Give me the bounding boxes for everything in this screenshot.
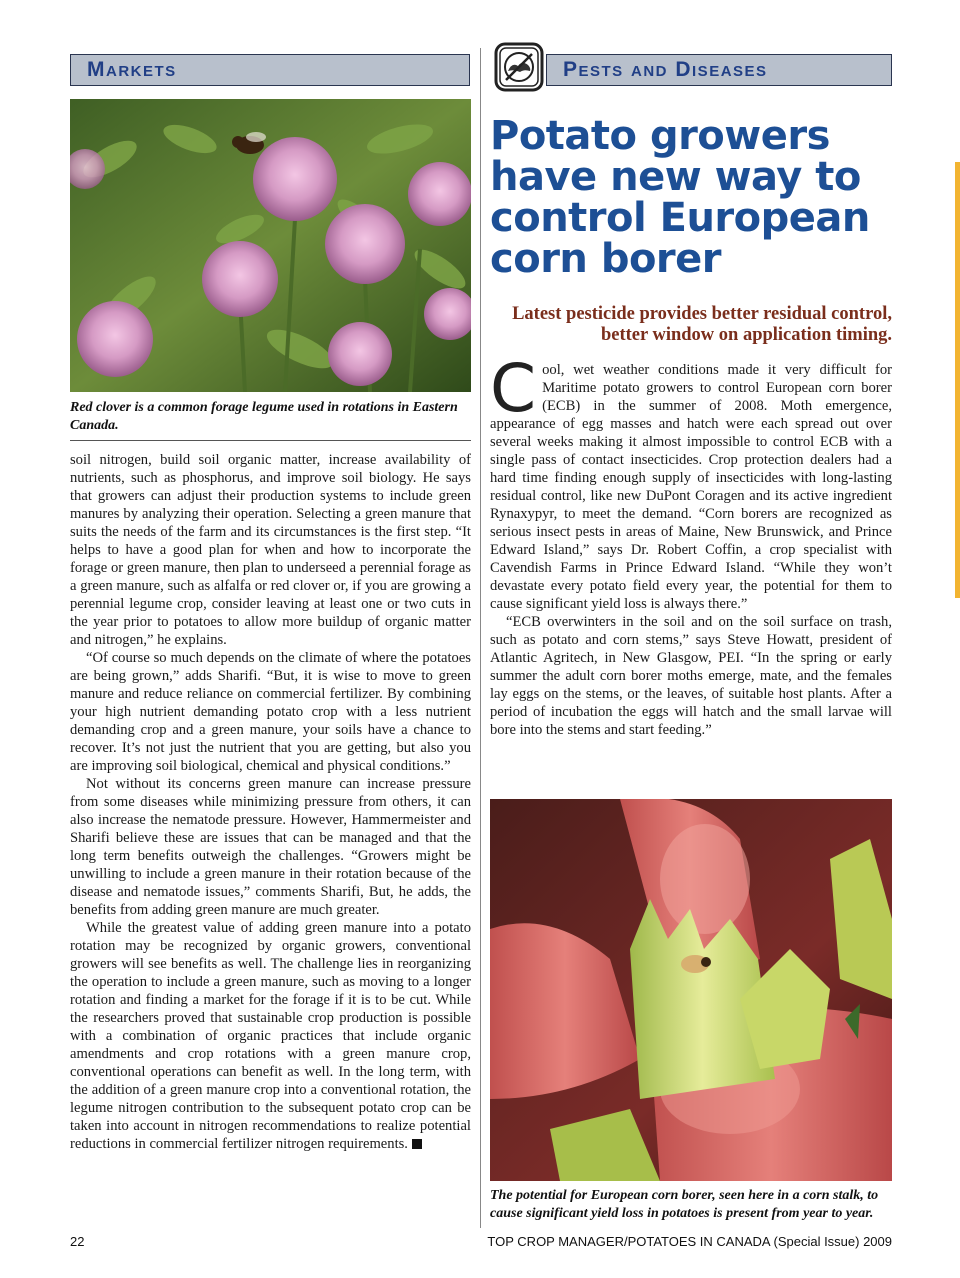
right-paragraph-1-text: ool, wet weather conditions made it very difficult for Maritime potato growers to control European corn borer (ECB) in the summer of 2008. Moth emergence, appearance of egg masses and hatch were each spread out over several weeks making it almost impossible to control ECB with a single pass of contact insecticides. Crop protection dealers had a hard time finding enough supply of insecticides with long-lasting residual control, like new DuPont Coragen and its active ingredient Rynaxypyr, to meet the demand. “Corn borers are recognized as serious insect pests in areas of Maine, New Brunswick, and Prince Edward Island,” says Dr. Robert Coffin, a crop specialist with Cavendish Farms in Prince Edward Island. “While they won’t devastate every potato field every year, the potential for them to cause significant yield loss is always there.” <box>490 362 892 612</box>
pests-section-bar <box>546 54 892 86</box>
left-article-body <box>70 451 471 1153</box>
markets-section-bar <box>70 54 470 86</box>
left-paragraph-3: Not without its concerns green manure can increase pressure from some diseases while minimizing pressure from others, it can also increase the nematode pressure. However, Hammermeister and Sharifi believe these are issues that can be managed and that the long term benefits outweigh the challenges. “Growers might be unwilling to include a green manure in their rotation because of the disease and nematode issues,” comments Sharifi, But, he adds, the benefits from adding green manure are much greater. <box>70 776 471 918</box>
column-divider <box>480 48 481 1228</box>
right-article-body <box>490 350 892 739</box>
left-paragraph-4 <box>70 919 471 1153</box>
caption-rule <box>70 440 471 441</box>
pests-section-label: Pests and Diseases <box>563 58 768 81</box>
page-number: 22 <box>70 1234 85 1249</box>
article-headline: Potato growers have new way to control European corn borer <box>490 113 870 282</box>
left-paragraph-2: “Of course so much depends on the climate of where the potatoes are being grown,” adds Sharifi. “But, it is wise to move to green manure and reduce reliance on commercial fertilizer. By combining your high nutrient demanding potato crop with a less nutrient demanding crop and a green manure, your soils have a chance to recover. It’s not just the nutrient that you are getting, but also you are improving soil biological, chemical and physical conditions.” <box>70 650 471 774</box>
publication-footer: TOP CROP MANAGER/POTATOES IN CANADA (Special Issue) 2009 <box>487 1234 892 1249</box>
corn-borer-photo <box>490 799 892 1181</box>
drop-cap: C <box>490 350 537 427</box>
article-subhead: Latest pesticide provides better residual control, better window on application timing. <box>512 304 892 345</box>
right-paragraph-2: “ECB overwinters in the soil and on the soil surface on trash, such as potato and corn stems,” says Steve Howatt, president of Atlantic Agritech, in New Glasgow, PEI. “In the spring or early summer the adult corn borer moths emerge, mate, and the females lay eggs on the stems, or the leaves, of suitable host plants. After a period of incubation the eggs will hatch and the small larvae will bore into the stems and start feeding.” <box>490 614 892 738</box>
corn-borer-photo-caption: The potential for European corn borer, seen here in a corn stalk, to cause significant yield loss in potatoes is present from year to year. <box>490 1188 879 1221</box>
left-paragraph-4-text: While the greatest value of adding green manure into a potato rotation may be recognized by organic growers, conventional growers will see benefits as well. The challenge lies in reorganizing the operation to include a green manure, such as moving to a longer rotation and finding a market for the forage if it is to be cut. While the researchers proved that sustainable crop production is possible with a combination of organic practices that include organic amendments and crop rotations with a green manure crop, conventional operations can benefit as well. In the long term, with the addition of a green manure crop into a conventional rotation, the legume nitrogen contribution to the subsequent potato crop can be taken into account in nitrogen recommendations to realize potential reductions in commercial fertilizer nitrogen requirements. <box>70 920 471 1152</box>
insect-badge-icon <box>494 42 544 92</box>
side-tab <box>955 162 960 598</box>
left-paragraph-1: soil nitrogen, build soil organic matter, increase availability of nutrients, such as phosphorus, and improve soil biology. He says that growers can adjust their production systems to include green manures by analyzing their operation. Selecting a green manure that suits the needs of the farm and its circumstances is the first step. “It helps to have a good plan for when and how to incorporate the forage or green manure, then plan to underseed a perennial forage as a green manure, such as alfalfa or red clover or, if you are growing a perennial legume crop, consider leaving at least one or two cuts in the year prior to potatoes to allow more buildup of organic matter and nitrogen,” he explains. <box>70 452 471 648</box>
end-of-article-mark <box>412 1139 422 1149</box>
markets-section-label: Markets <box>87 58 177 81</box>
clover-photo-caption: Red clover is a common forage legume used in rotations in Eastern Canada. <box>70 400 458 433</box>
right-paragraph-1 <box>490 350 892 613</box>
red-clover-photo <box>70 99 471 392</box>
